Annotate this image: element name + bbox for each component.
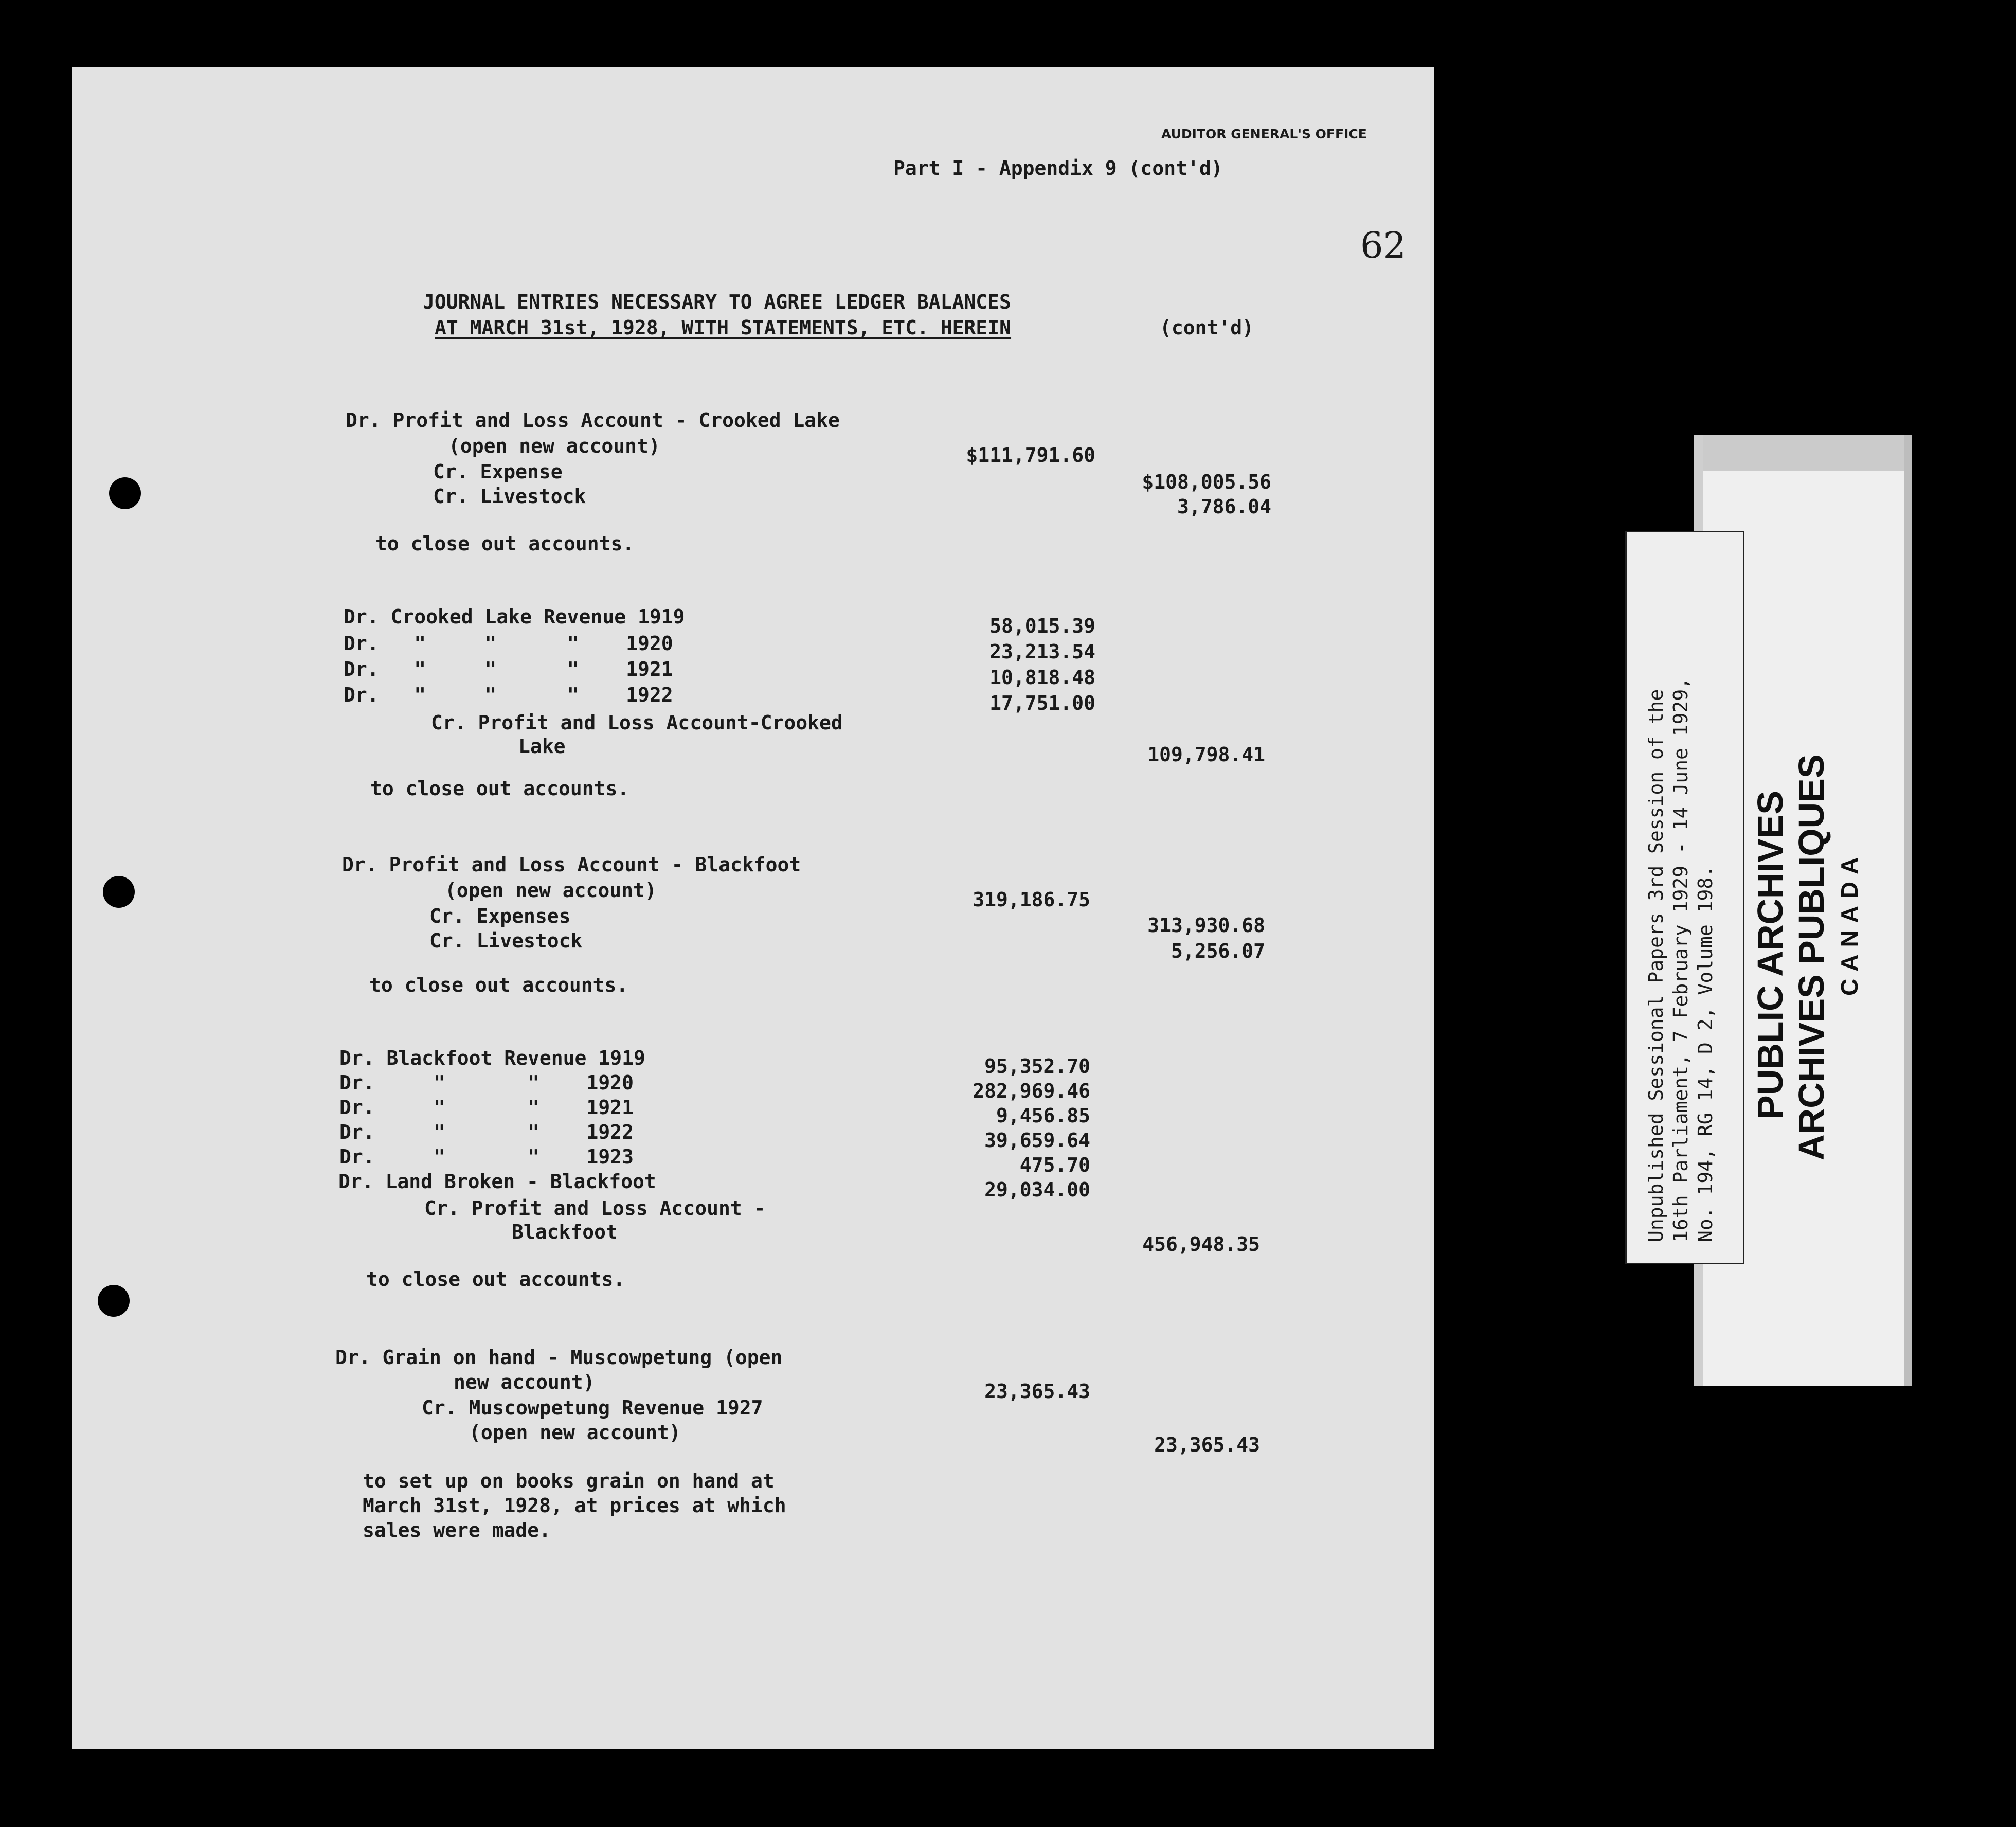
card-line: No. 194, RG 14, D 2, Volume 198. [1694,865,1717,1242]
entry-line: Cr. Livestock [433,485,586,508]
document-page [72,67,1434,1749]
debit-amount: $111,791.60 [966,444,1095,467]
entry-line: Cr. Profit and Loss Account-Crooked [431,711,843,734]
debit-amount: 475.70 [1019,1154,1090,1176]
entry-line: (open new account) [469,1421,681,1444]
card-line: 16th Parliament, 7 February 1929 - 14 June 1929, [1669,677,1692,1242]
entry-note: to close out accounts. [375,532,635,555]
label-tab [1703,435,1904,471]
entry-line: Dr. " " 1923 [339,1145,634,1168]
credit-amount: 109,798.41 [1147,743,1265,766]
entry-line: Dr. " " 1920 [339,1071,634,1094]
archive-label-public: PUBLIC ARCHIVES [1750,790,1790,1119]
punch-hole [109,477,141,509]
debit-amount: 29,034.00 [984,1178,1090,1201]
office-stamp: AUDITOR GENERAL'S OFFICE [1161,127,1367,141]
debit-amount: 39,659.64 [984,1129,1090,1152]
entry-line: Cr. Expense [433,460,563,483]
credit-amount: $108,005.56 [1142,471,1271,493]
entry-line: new account) [454,1371,595,1393]
entry-line: Dr. Profit and Loss Account - Blackfoot [342,853,801,876]
entry-note: sales were made. [363,1519,551,1542]
entry-note: to close out accounts. [369,974,628,996]
debit-amount: 58,015.39 [989,615,1095,637]
document-title: JOURNAL ENTRIES NECESSARY TO AGREE LEDGER BALANCES [423,291,1011,313]
page-number: 62 [1360,224,1407,266]
debit-amount: 9,456.85 [996,1104,1090,1127]
archive-label-canada: CANADA [1836,850,1863,996]
archive-label-archives: ARCHIVES PUBLIQUES [1791,754,1831,1160]
entry-line: Lake [518,735,566,758]
punch-hole [98,1285,130,1317]
entry-note: March 31st, 1928, at prices at which [363,1494,786,1517]
entry-line: Cr. Expenses [429,905,571,927]
debit-amount: 282,969.46 [973,1080,1090,1102]
punch-hole [103,876,135,908]
document-title-date: AT MARCH 31st, 1928, WITH STATEMENTS, ETC. HEREIN [435,316,1012,339]
credit-amount: 5,256.07 [1171,940,1265,962]
entry-line: Blackfoot [512,1221,618,1243]
card-line: Unpublished Sessional Papers 3rd Session of the [1645,689,1667,1242]
entry-note: to close out accounts. [370,777,629,800]
debit-amount: 95,352.70 [984,1055,1090,1078]
entry-line: Cr. Muscowpetung Revenue 1927 [422,1396,763,1419]
entry-line: (open new account) [448,435,660,457]
entry-line: Dr. " " 1922 [339,1121,634,1143]
part-heading: Part I - Appendix 9 (cont'd) [893,157,1223,180]
credit-amount: 3,786.04 [1177,495,1271,518]
archive-reference-card [1625,531,1744,1264]
entry-line: Dr. " " " 1922 [344,684,673,706]
debit-amount: 319,186.75 [973,888,1090,911]
debit-amount: 23,365.43 [984,1380,1090,1403]
debit-amount: 10,818.48 [989,666,1095,689]
entry-line: Dr. " " " 1920 [344,632,673,655]
entry-line: Dr. " " " 1921 [344,658,673,680]
credit-amount: 23,365.43 [1154,1434,1260,1456]
entry-line: Cr. Livestock [429,929,583,952]
credit-amount: 313,930.68 [1147,914,1265,937]
debit-amount: 23,213.54 [989,640,1095,663]
debit-amount: 17,751.00 [989,692,1095,714]
entry-line: Cr. Profit and Loss Account - [424,1197,766,1220]
document-title-suffix: (cont'd) [1160,316,1254,339]
entry-line: Dr. Grain on hand - Muscowpetung (open [335,1346,783,1369]
entry-line: Dr. Blackfoot Revenue 1919 [339,1047,645,1069]
credit-amount: 456,948.35 [1142,1233,1260,1256]
entry-line: Dr. " " 1921 [339,1096,634,1119]
entry-line: Dr. Profit and Loss Account - Crooked Lake [346,409,840,432]
entry-note: to set up on books grain on hand at [363,1470,775,1492]
entry-line: Dr. Land Broken - Blackfoot [338,1170,656,1193]
entry-note: to close out accounts. [366,1268,625,1291]
entry-line: Dr. Crooked Lake Revenue 1919 [344,605,685,628]
entry-line: (open new account) [445,879,657,902]
